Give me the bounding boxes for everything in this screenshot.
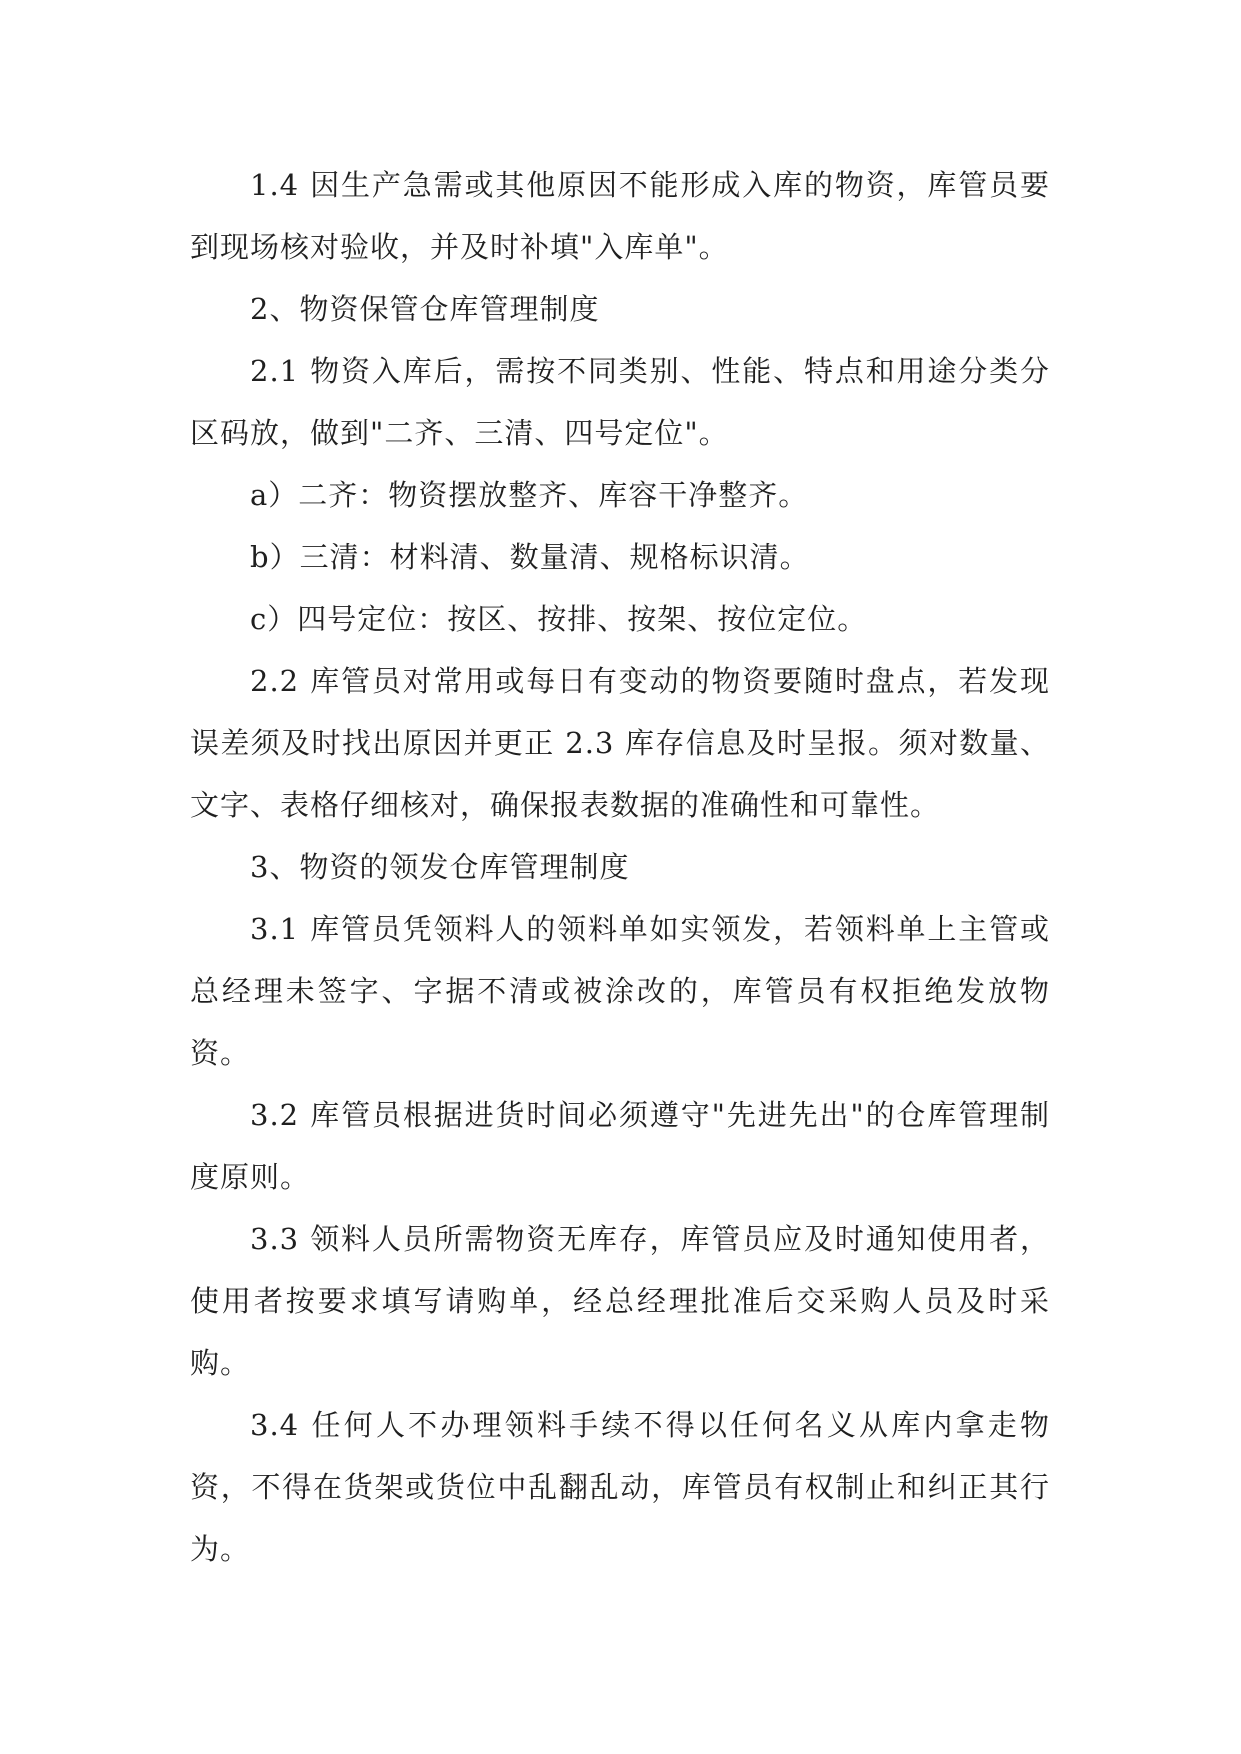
list-item-c: c）四号定位：按区、按排、按架、按位定位。 [250, 602, 868, 636]
list-item-b: b）三清：材料清、数量清、规格标识清。 [250, 540, 810, 574]
paragraph-3-2: 3.2 库管员根据进货时间必须遵守"先进先出"的仓库管理制度原则。 [190, 1098, 1050, 1194]
paragraph-2-2: 2.2 库管员对常用或每日有变动的物资要随时盘点，若发现误差须及时找出原因并更正 2.3 库存信息及时呈报。须对数量、文字、表格仔细核对，确保报表数据的准确性和可靠性。 [190, 664, 1050, 822]
document-body [190, 154, 1050, 1580]
paragraph-2-1: 2.1 物资入库后，需按不同类别、性能、特点和用途分类分区码放，做到"二齐、三清、四号定位"。 [190, 354, 1050, 450]
section-heading-2: 2、物资保管仓库管理制度 [250, 292, 600, 326]
paragraph-3-1: 3.1 库管员凭领料人的领料单如实领发，若领料单上主管或总经理未签字、字据不清或被涂改的，库管员有权拒绝发放物资。 [190, 912, 1050, 1070]
paragraph-3-4: 3.4 任何人不办理领料手续不得以任何名义从库内拿走物资，不得在货架或货位中乱翻乱动，库管员有权制止和纠正其行为。 [190, 1408, 1050, 1566]
paragraph-3-3: 3.3 领料人员所需物资无库存，库管员应及时通知使用者，使用者按要求填写请购单，经总经理批准后交采购人员及时采购。 [190, 1222, 1050, 1380]
section-heading-3: 3、物资的领发仓库管理制度 [250, 850, 630, 884]
list-item-a: a）二齐：物资摆放整齐、库容干净整齐。 [250, 478, 809, 512]
paragraph-1-4: 1.4 因生产急需或其他原因不能形成入库的物资，库管员要到现场核对验收，并及时补填"入库单"。 [190, 168, 1050, 264]
